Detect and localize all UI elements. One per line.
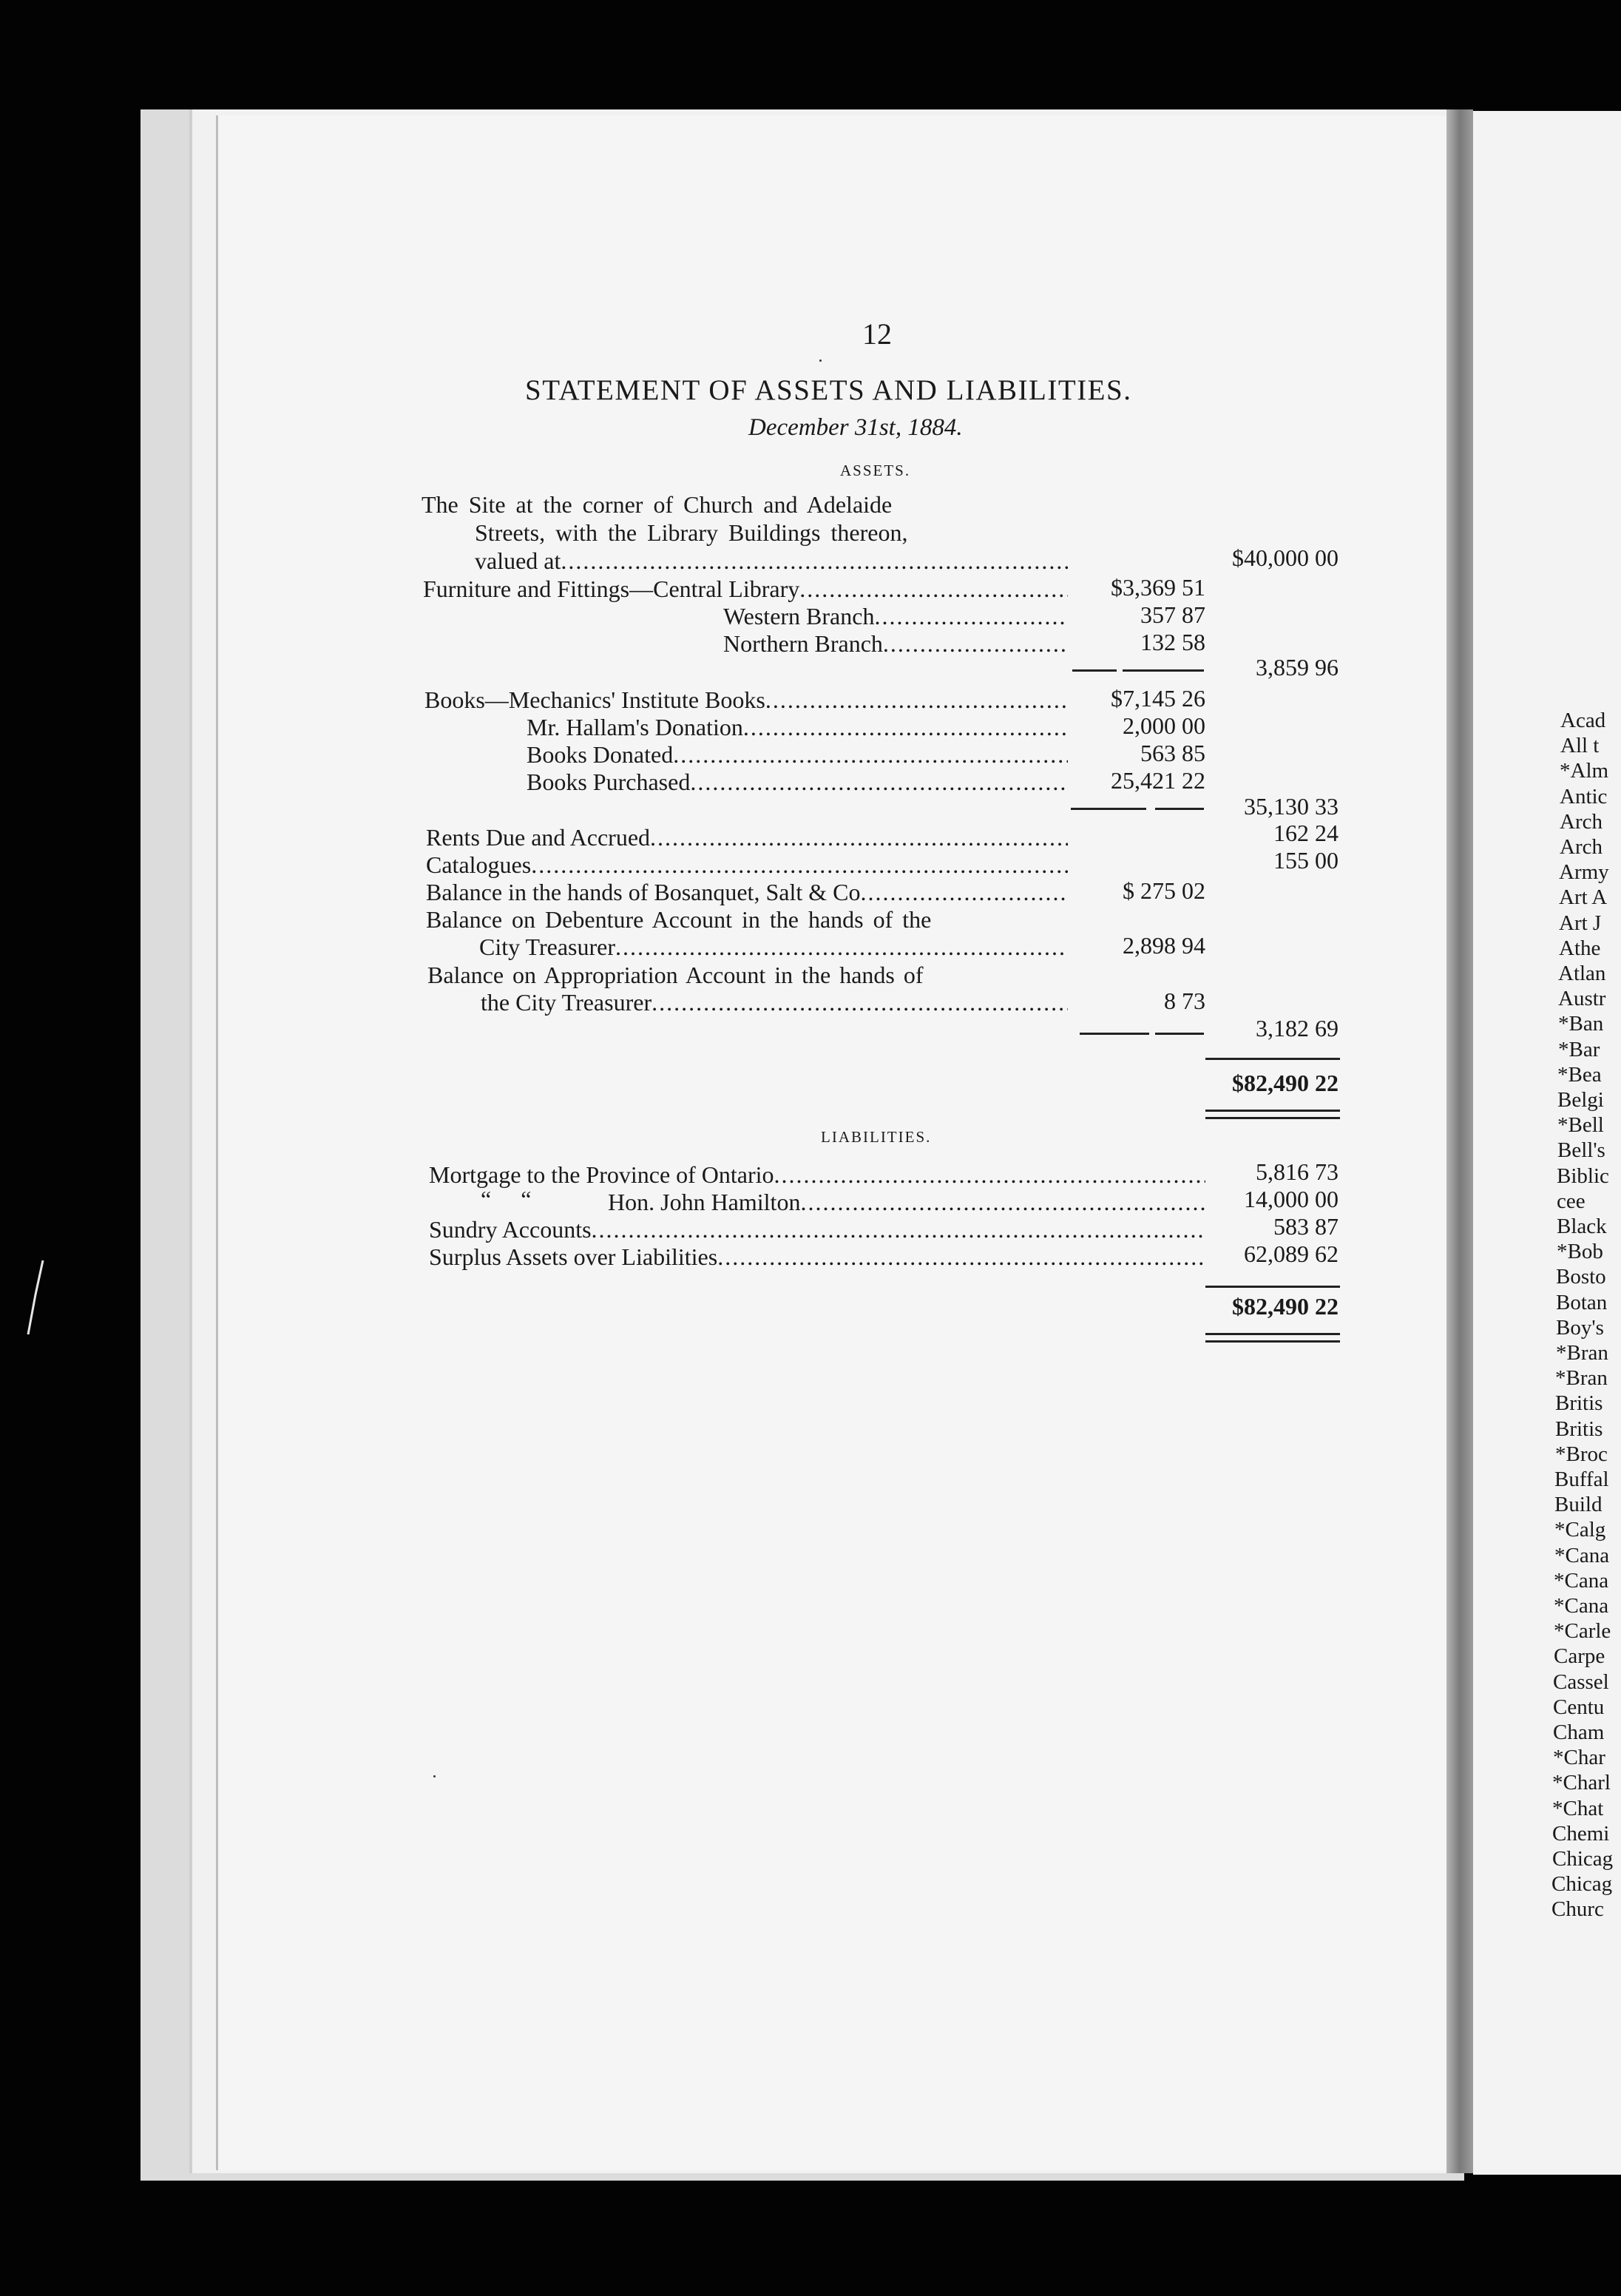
hamilton-amount: 14,000 00	[1244, 1186, 1339, 1212]
facing-page-text: *Cana	[1554, 1568, 1609, 1593]
donated-row	[527, 741, 1068, 769]
book-gutter	[1446, 109, 1473, 2173]
page-number: 12	[862, 317, 892, 351]
facing-page-text: *Char	[1553, 1746, 1605, 1770]
balances-total: 3,182 69	[1256, 1015, 1339, 1041]
liabilities-heading: LIABILITIES.	[821, 1128, 932, 1146]
facing-page-text: Art J	[1559, 911, 1602, 935]
furniture-row	[423, 575, 1068, 604]
rule	[1071, 808, 1146, 810]
sundry-amount: 583 87	[1273, 1213, 1339, 1240]
facing-page-text: Britis	[1555, 1417, 1603, 1441]
facing-page-text: Austr	[1558, 987, 1606, 1011]
facing-page-text: Arch	[1560, 809, 1603, 834]
bosanquet-label: Balance in the hands of Bosanquet, Salt & Co	[426, 879, 861, 905]
northern-label: Northern Branch	[723, 630, 883, 657]
facing-page-text: Carpe	[1554, 1644, 1605, 1669]
facing-page-text: *Bran	[1556, 1341, 1608, 1365]
purchased-label: Books Purchased	[527, 769, 691, 795]
facing-page-text: Black	[1557, 1215, 1607, 1238]
facing-page-text: Centu	[1553, 1695, 1605, 1719]
surplus-row	[429, 1243, 1205, 1272]
liabilities-grand-total: $82,490 22	[1232, 1293, 1339, 1320]
facing-page-text: *Bar	[1558, 1037, 1600, 1061]
rents-amount: 162 24	[1273, 820, 1339, 846]
facing-page-text: *Charl	[1552, 1771, 1611, 1795]
ink-speck	[819, 359, 822, 362]
facing-page-text: Antic	[1560, 784, 1608, 808]
facing-page-fragment	[1473, 111, 1621, 2175]
facing-page-text: Art A	[1559, 885, 1608, 910]
appropriation-row	[481, 989, 1068, 1017]
facing-page-text: *Alm	[1560, 759, 1609, 783]
mortgage-amount: 5,816 73	[1256, 1158, 1339, 1185]
facing-page-text: Chicag	[1551, 1872, 1613, 1897]
surplus-amount: 62,089 62	[1244, 1240, 1339, 1267]
facing-page-text: *Bea	[1557, 1062, 1602, 1087]
site-line-2: Streets, with the Library Buildings thereon,	[475, 519, 908, 546]
facing-page-text: All t	[1560, 734, 1600, 758]
facing-page-text: *Carle	[1554, 1619, 1611, 1644]
rents-row	[426, 824, 1068, 852]
facing-page-text: *Bran	[1555, 1366, 1608, 1391]
rule	[1080, 1033, 1149, 1035]
catalogues-amount: 155 00	[1273, 847, 1339, 874]
northern-amount: 132 58	[1140, 629, 1205, 655]
rule	[1072, 669, 1117, 672]
facing-page-text: Botan	[1556, 1290, 1608, 1314]
hamilton-row	[608, 1189, 1205, 1217]
furniture-label: Furniture and Fittings—Central Library	[423, 575, 800, 602]
books-mechanics-row	[424, 686, 1068, 715]
facing-page-text: Boy's	[1556, 1315, 1604, 1340]
facing-page-text: Chemi	[1552, 1821, 1610, 1846]
hamilton-label: Hon. John Hamilton	[608, 1189, 801, 1215]
facing-page-text: Belgi	[1557, 1088, 1604, 1112]
facing-page-text: *Cana	[1554, 1594, 1609, 1618]
mortgage-row	[429, 1161, 1205, 1189]
double-rule	[1205, 1110, 1340, 1119]
ditto-marks: “ “	[481, 1186, 532, 1212]
rule	[1205, 1058, 1340, 1060]
furniture-central-amount: $3,369 51	[1111, 574, 1205, 601]
assets-heading: ASSETS.	[840, 462, 911, 479]
donated-label: Books Donated	[527, 741, 674, 768]
catalogues-label: Catalogues	[426, 851, 532, 878]
facing-page-text: *Bell	[1557, 1113, 1604, 1138]
rents-label: Rents Due and Accrued	[426, 824, 651, 851]
northern-row	[723, 630, 1068, 658]
hallam-amount: 2,000 00	[1123, 712, 1205, 739]
statement-date: December 31st, 1884.	[748, 414, 963, 441]
facing-page-text: Buffal	[1554, 1468, 1609, 1491]
debenture-line-1: Balance on Debenture Account in the hands of the	[426, 906, 932, 933]
site-line-3: valued at	[475, 547, 561, 574]
facing-page-text: cee	[1557, 1189, 1586, 1213]
debenture-row	[479, 933, 1068, 962]
catalogues-row	[426, 851, 1068, 879]
purchased-amount: 25,421 22	[1111, 767, 1205, 794]
facing-page-text: *Broc	[1555, 1442, 1608, 1466]
site-line-3-row	[475, 547, 1068, 575]
statement-title: STATEMENT OF ASSETS AND LIABILITIES.	[525, 374, 1132, 406]
furniture-total: 3,859 96	[1256, 654, 1339, 681]
hallam-label: Mr. Hallam's Donation	[527, 714, 743, 740]
assets-grand-total: $82,490 22	[1232, 1070, 1339, 1096]
appropriation-line-1: Balance on Appropriation Account in the hands of	[427, 962, 924, 988]
debenture-amount: 2,898 94	[1123, 932, 1205, 959]
facing-page-text: *Chat	[1552, 1796, 1604, 1820]
donated-amount: 563 85	[1140, 740, 1205, 766]
facing-page-text: Cham	[1553, 1721, 1605, 1744]
western-label: Western Branch	[723, 603, 875, 629]
facing-page-text: Biblic	[1557, 1164, 1609, 1188]
facing-page-text: Cassel	[1553, 1669, 1609, 1694]
facing-page-text: *Ban	[1558, 1012, 1604, 1036]
facing-page-text: *Bob	[1557, 1240, 1603, 1264]
rule	[1205, 1286, 1340, 1288]
hallam-row	[527, 714, 1068, 742]
facing-page-text: Build	[1554, 1493, 1603, 1517]
facing-page-text: Bosto	[1556, 1265, 1606, 1289]
sundry-row	[429, 1216, 1205, 1244]
facing-page-text: Acad	[1560, 709, 1606, 732]
appropriation-line-2: the City Treasurer	[481, 989, 652, 1016]
appropriation-amount: 8 73	[1164, 987, 1205, 1014]
western-row	[723, 603, 1068, 631]
western-amount: 357 87	[1140, 601, 1205, 628]
margin-pen-mark	[22, 1257, 52, 1339]
mortgage-label: Mortgage to the Province of Ontario	[429, 1161, 774, 1188]
site-total: $40,000 00	[1232, 544, 1339, 571]
facing-page-text: Churc	[1551, 1897, 1604, 1922]
double-rule	[1205, 1333, 1340, 1343]
facing-page-text: Bell's	[1557, 1138, 1605, 1163]
books-label: Books—Mechanics' Institute Books	[424, 686, 765, 713]
debenture-line-2: City Treasurer	[479, 933, 615, 960]
site-line-1: The Site at the corner of Church and Adelaide	[422, 491, 893, 518]
books-mechanics-amount: $7,145 26	[1111, 685, 1205, 712]
surplus-label: Surplus Assets over Liabilities	[429, 1243, 718, 1270]
sundry-label: Sundry Accounts	[429, 1216, 592, 1243]
books-total: 35,130 33	[1244, 793, 1339, 820]
facing-page-text: Arch	[1560, 835, 1603, 859]
facing-page-text: Army	[1559, 860, 1609, 885]
facing-page-text: *Cana	[1554, 1543, 1610, 1567]
bosanquet-amount: $ 275 02	[1123, 877, 1205, 904]
ink-speck	[433, 1775, 436, 1777]
purchased-row	[527, 769, 1068, 797]
facing-page-text: *Calg	[1554, 1518, 1606, 1542]
facing-page-text: Athe	[1559, 936, 1601, 960]
facing-page-text: Britis	[1555, 1391, 1603, 1416]
bosanquet-row	[426, 879, 1068, 907]
facing-page-text: Chicag	[1552, 1847, 1614, 1871]
facing-page-text: Atlan	[1558, 962, 1606, 985]
